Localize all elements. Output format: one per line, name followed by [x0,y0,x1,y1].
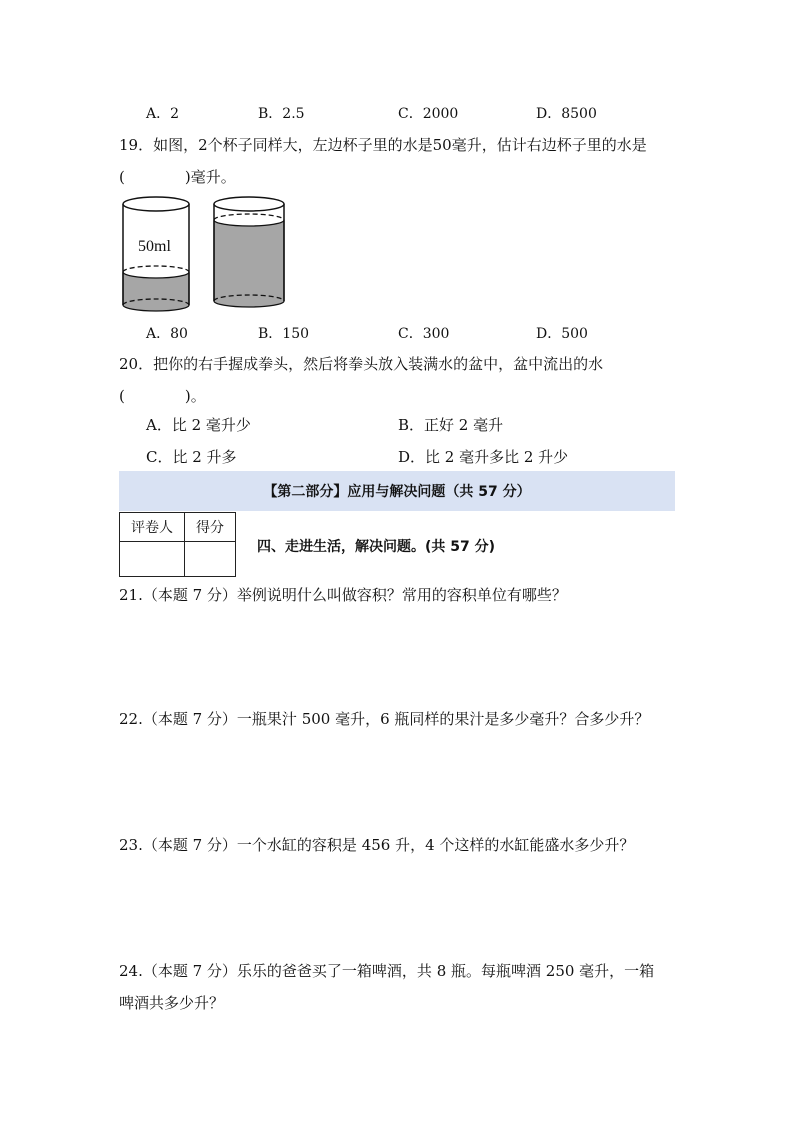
section4-title: 四、走进生活，解决问题。(共 57 分) [257,539,496,555]
q19-option-b: B．150 [258,326,310,342]
q24-text: 24.（本题 7 分）乐乐的爸爸买了一箱啤酒，共 8 瓶。每瓶啤酒 250 毫升，一箱 [119,962,655,980]
q23-text: 23.（本题 7 分）一个水缸的容积是 456 升，4 个这样的水缸能盛水多少升？ [119,836,635,854]
q20-option-c: C．比 2 升多 [146,448,237,466]
right-cup-water [214,220,284,307]
q22-text: 22.（本题 7 分）一瓶果汁 500 毫升，6 瓶同样的果汁是多少毫升？合多少升？ [119,710,650,728]
part2-banner [119,471,675,511]
q19-blank: ( )毫升。 [119,168,236,186]
score-cell[interactable] [185,542,236,577]
q20-option-a: A．比 2 毫升少 [146,416,251,434]
q19-option-c: C．300 [398,326,450,342]
grader-cell[interactable] [120,542,185,577]
q21-text: 21.（本题 7 分）举例说明什么叫做容积？常用的容积单位有哪些？ [119,586,567,604]
q19-option-d: D．500 [536,326,588,342]
q18-option-c: C．2000 [398,106,459,122]
q24-text-cont: 啤酒共多少升？ [119,994,225,1012]
q20-option-d: D．比 2 毫升多比 2 升少 [398,448,569,466]
q19-option-a: A．80 [146,326,188,342]
grading-table [119,512,236,577]
right-cup [214,197,284,307]
q20-blank: ( )。 [119,387,206,405]
cup-label: 50ml [138,238,171,255]
q18-option-d: D．8500 [536,106,597,122]
q19-text: 19．如图，2个杯子同样大，左边杯子里的水是50毫升，估计右边杯子里的水是 [119,136,647,154]
left-cup-water [123,272,189,311]
q18-option-a: A．2 [146,106,180,122]
part2-banner-text: 【第二部分】应用与解决问题（共 57 分） [263,484,531,500]
cups-figure [118,192,318,317]
grader-header: 评卷人 [120,513,185,542]
score-header: 得分 [185,513,236,542]
left-cup [123,197,189,311]
q20-text: 20．把你的右手握成拳头，然后将拳头放入装满水的盆中，盆中流出的水 [119,355,604,373]
q18-option-b: B．2.5 [258,106,305,122]
q20-option-b: B．正好 2 毫升 [398,416,504,434]
